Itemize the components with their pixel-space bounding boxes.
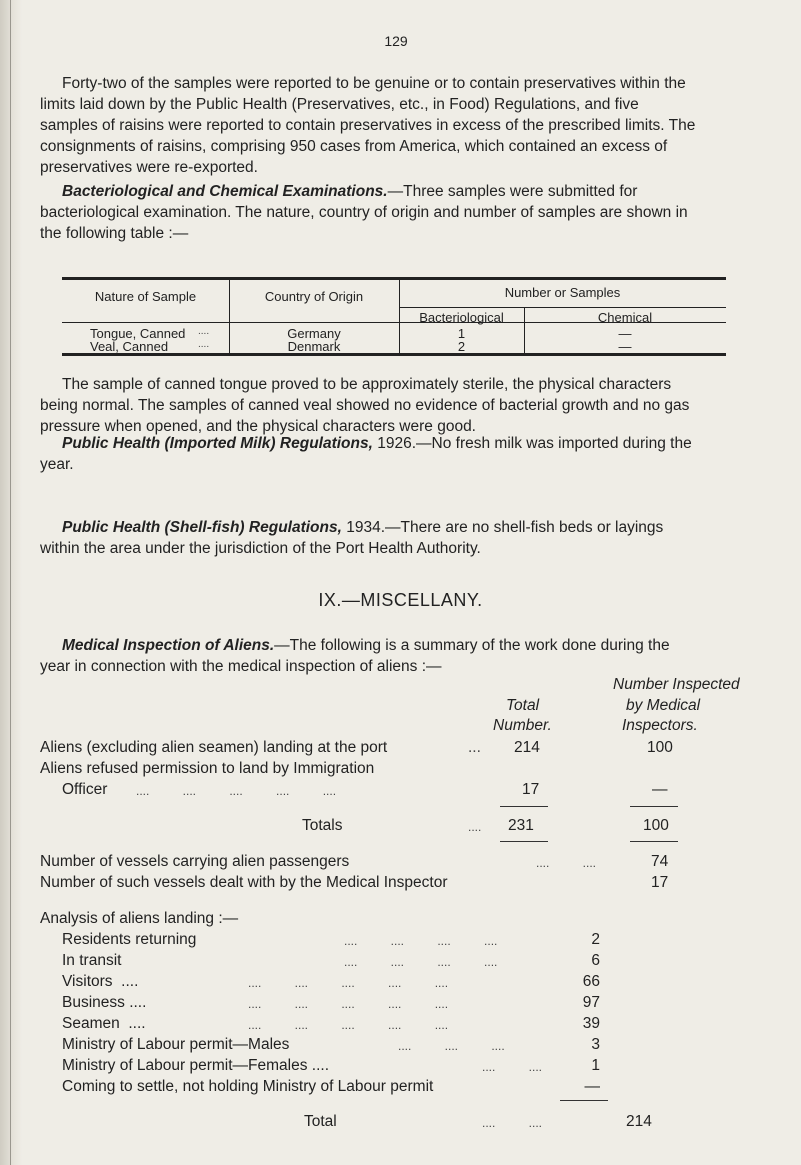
analysis-value: 66: [582, 973, 600, 990]
analysis-label: Seamen ....: [62, 1015, 146, 1032]
analysis-total-value: 214: [626, 1113, 652, 1130]
header-country: Country of Origin: [264, 289, 364, 304]
paragraph-title: Medical Inspection of Aliens.: [62, 637, 275, 654]
paragraph-title: Public Health: [62, 435, 161, 452]
header-number: Number or Samples: [504, 285, 621, 300]
sum-rule: [630, 806, 678, 807]
totals-label: Totals: [302, 817, 343, 834]
analysis-value: 1: [591, 1057, 600, 1074]
table-subheader-rule: [399, 307, 726, 308]
header-nature: Nature of Sample: [94, 289, 197, 304]
cell-dots: ....: [198, 339, 210, 350]
col-total-header-1: Total: [506, 697, 540, 714]
paragraph-text: 1934.—There are no shell-fish beds or layings within the area under the jurisdiction of the Port Health Authority.: [40, 519, 664, 557]
analysis-value: —: [584, 1078, 600, 1095]
vessel-label: Number of such vessels dealt with by the Medical Inspector: [40, 874, 448, 891]
vessel-value: 74: [651, 853, 669, 870]
header-chemical: Chemical: [597, 310, 653, 325]
sum-rule: [630, 841, 678, 842]
header-bacteriological: Bacteriological: [419, 310, 504, 325]
analysis-total-label: Total: [304, 1113, 337, 1130]
table-top-rule: [62, 277, 726, 280]
cell-dots: ....: [198, 326, 210, 337]
paragraph-title-part: Regulations,: [279, 435, 373, 452]
paragraph-text: —Three samples were submitted for bacteriological examination. The nature, country of origin and number of samples are shown in the following table :—: [40, 183, 688, 242]
paragraph-title-part: (Shell-fish): [164, 519, 245, 536]
paragraph-preservatives: Forty-two of the samples were reported to be genuine or to contain preservatives within the limits laid down by the Public Health (Preservatives, etc., in Food) Regulations, and five samples of raisins were reported to contain preservatives in excess of the prescribed limits. The consignments of raisins, comprising 950 cases from America, which contained an excess of preservatives were re-exported.: [40, 75, 696, 176]
cell-chemical: —: [618, 339, 632, 354]
row-inspected: 100: [647, 739, 673, 756]
cell-nature: Veal, Canned: [90, 339, 169, 354]
analysis-dots: .... .... .... .... ....: [248, 976, 449, 990]
sum-rule: [500, 806, 548, 807]
analysis-value: 2: [591, 931, 600, 948]
paragraph-title: Bacteriological and Chemical Examinations.: [62, 183, 388, 200]
cell-chemical: —: [618, 326, 632, 341]
paragraph-title: Public Health: [62, 519, 161, 536]
analysis-label: Ministry of Labour permit—Females ....: [62, 1057, 330, 1074]
totals-dots: ....: [468, 820, 482, 834]
cell-bacteriological: 2: [457, 339, 466, 354]
analysis-label: Ministry of Labour permit—Males: [62, 1036, 290, 1053]
cell-country: Denmark: [287, 339, 341, 354]
page-number: 129: [384, 33, 408, 49]
cell-country: Germany: [287, 326, 341, 341]
col-total-header-2: Number.: [493, 717, 552, 734]
paragraph-title-part: Regulations,: [248, 519, 342, 536]
col-inspected-header-2: by Medical: [626, 697, 701, 714]
paragraph-shell-fish: [40, 517, 698, 559]
paragraph-bacteriological: [40, 181, 698, 244]
analysis-value: 39: [582, 1015, 600, 1032]
analysis-dots: .... ....: [482, 1060, 543, 1074]
analysis-dots: .... .... .... .... ....: [248, 997, 449, 1011]
paragraph-imported-milk: [40, 433, 698, 475]
row-total: 214: [514, 739, 540, 756]
vessel-value: 17: [651, 874, 669, 891]
analysis-label: Business ....: [62, 994, 147, 1011]
analysis-value: 6: [591, 952, 600, 969]
analysis-label: Residents returning: [62, 931, 197, 948]
samples-table: [62, 277, 726, 356]
analysis-heading: Analysis of aliens landing :—: [40, 910, 239, 927]
paragraph-aliens: [40, 635, 698, 677]
row-total: 17: [522, 781, 540, 798]
analysis-label: In transit: [62, 952, 122, 969]
col-inspected-header-3: Inspectors.: [622, 717, 698, 734]
paragraph-text: 1926.—No fresh milk was imported during the year.: [40, 435, 692, 473]
totals-total: 231: [508, 817, 534, 834]
analysis-dots: .... .... .... ....: [344, 955, 498, 969]
analysis-dots: .... .... .... ....: [344, 934, 498, 948]
row-dots: .... .... .... .... ....: [136, 784, 337, 798]
analysis-value: 3: [591, 1036, 600, 1053]
row-label-continued: Officer: [62, 781, 108, 798]
analysis-dots: .... .... ....: [398, 1039, 505, 1053]
analysis-label: Visitors ....: [62, 973, 139, 990]
analysis-total-dots: .... ....: [482, 1116, 543, 1130]
col-inspected-header-1: Number Inspected: [613, 676, 740, 693]
totals-inspected: 100: [643, 817, 669, 834]
analysis-dots: .... .... .... .... ....: [248, 1018, 449, 1032]
row-inspected: —: [652, 781, 668, 798]
section-heading: IX.—MISCELLANY.: [318, 590, 483, 610]
row-dots: ...: [468, 739, 481, 756]
row-label: Aliens (excluding alien seamen) landing at the port: [40, 739, 388, 756]
paragraph-text: —The following is a summary of the work done during the year in connection with the medical inspection of aliens :—: [40, 637, 670, 675]
cell-bacteriological: 1: [457, 326, 466, 341]
paragraph-title-part: (Imported Milk): [164, 435, 276, 452]
paragraph-tongue-sample: The sample of canned tongue proved to be approximately sterile, the physical characters being normal. The samples of canned veal showed no evidence of bacterial growth and no gas pressure when opened, and the physical characters were good.: [40, 376, 690, 435]
sum-rule: [560, 1100, 608, 1101]
analysis-label: Coming to settle, not holding Ministry of Labour permit: [62, 1078, 434, 1095]
row-label: Aliens refused permission to land by Immigration: [40, 760, 375, 777]
analysis-value: 97: [582, 994, 600, 1011]
cell-nature: Tongue, Canned: [90, 326, 186, 341]
sum-rule: [500, 841, 548, 842]
vessel-dots: .... ....: [536, 856, 597, 870]
vessel-label: Number of vessels carrying alien passengers: [40, 853, 350, 870]
